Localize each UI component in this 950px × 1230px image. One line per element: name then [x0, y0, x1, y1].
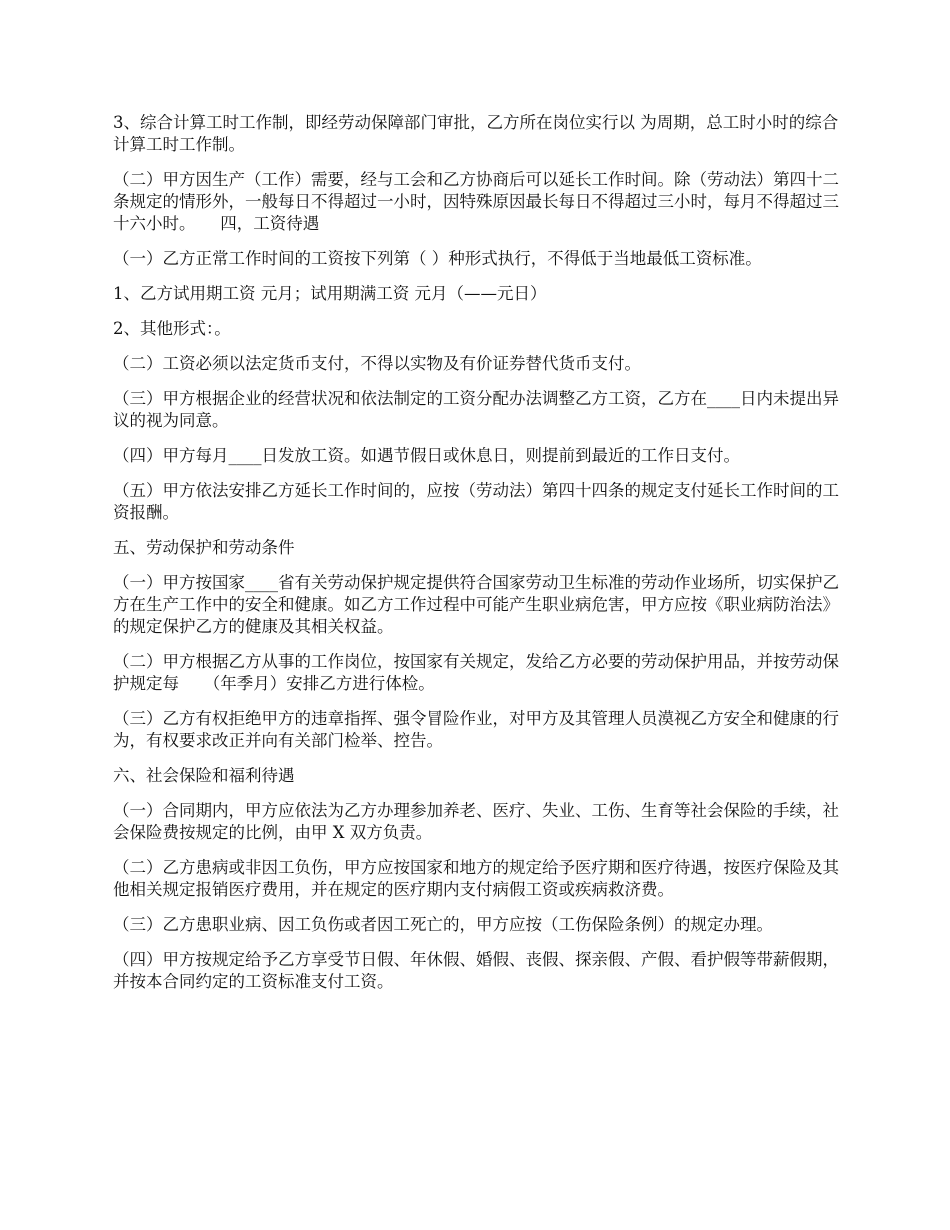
- paragraph-overtime-extension: （二）甲方因生产（工作）需要，经与工会和乙方协商后可以延长工作时间。除（劳动法）第四十二条规定的情形外，一般每日不得超过一小时，因特殊原因最长每日不得超过三小时，每月不得超过三十六小时。 四，工资待遇: [113, 170, 839, 233]
- paragraph-legal-currency: （二）工资必须以法定货币支付，不得以实物及有价证券替代货币支付。: [113, 354, 641, 373]
- paragraph-comprehensive-hours: 3、综合计算工时工作制，即经劳动保障部门审批，乙方所在岗位实行以 为周期，总工时小时的综合计算工时工作制。: [113, 113, 839, 154]
- paragraph-protective-equipment: （二）甲方根据乙方从事的工作岗位，按国家有关规定，发给乙方必要的劳动保护用品，并按劳动保护规定每 （年季月）安排乙方进行体检。: [113, 652, 839, 693]
- paragraph-wage-adjustment: （三）甲方根据企业的经营状况和依法制定的工资分配办法调整乙方工资，乙方在____日内未提出异议的视为同意。: [113, 389, 839, 430]
- paragraph-probation-wage: 1、乙方试用期工资 元月；试用期满工资 元月（——元日）: [113, 284, 547, 303]
- paragraph-work-injury: （三）乙方患职业病、因工负伤或者因工死亡的，甲方应按（工伤保险条例）的规定办理。: [113, 915, 773, 934]
- paragraph-overtime-pay: （五）甲方依法安排乙方延长工作时间的，应按（劳动法）第四十四条的规定支付延长工作时间的工资报酬。: [113, 481, 839, 522]
- paragraph-payday: （四）甲方每月____日发放工资。如遇节假日或休息日，则提前到最近的工作日支付。: [113, 446, 740, 465]
- section-heading-labor-protection: 五、劳动保护和劳动条件: [113, 538, 295, 557]
- paragraph-other-form: 2、其他形式：。: [113, 319, 231, 338]
- paragraph-paid-leave: （四）甲方按规定给予乙方享受节日假、年休假、婚假、丧假、探亲假、产假、看护假等带薪假期，并按本合同约定的工资标准支付工资。: [113, 950, 839, 991]
- paragraph-wage-form: （一）乙方正常工作时间的工资按下列第（ ）种形式执行，不得低于当地最低工资标准。: [113, 249, 762, 268]
- paragraph-refuse-violations: （三）乙方有权拒绝甲方的违章指挥、强令冒险作业，对甲方及其管理人员漠视乙方安全和健康的行为，有权要求改正并向有关部门检举、控告。: [113, 709, 839, 750]
- paragraph-medical-treatment: （二）乙方患病或非因工负伤，甲方应按国家和地方的规定给予医疗期和医疗待遇，按医疗保险及其他相关规定报销医疗费用，并在规定的医疗期内支付病假工资或疾病救济费。: [113, 858, 839, 899]
- paragraph-insurance-enrollment: （一）合同期内，甲方应依法为乙方办理参加养老、医疗、失业、工伤、生育等社会保险的手续，社会保险费按规定的比例，由甲 X 双方负责。: [113, 801, 839, 842]
- document-body: [113, 112, 853, 1006]
- section-heading-social-insurance: 六、社会保险和福利待遇: [113, 766, 295, 785]
- paragraph-workplace-safety: （一）甲方按国家____省有关劳动保护规定提供符合国家劳动卫生标准的劳动作业场所，切实保护乙方在生产工作中的安全和健康。如乙方工作过程中可能产生职业病危害，甲方应按《职业病防治法》的规定保护乙方的健康及其相关权益。: [113, 573, 839, 636]
